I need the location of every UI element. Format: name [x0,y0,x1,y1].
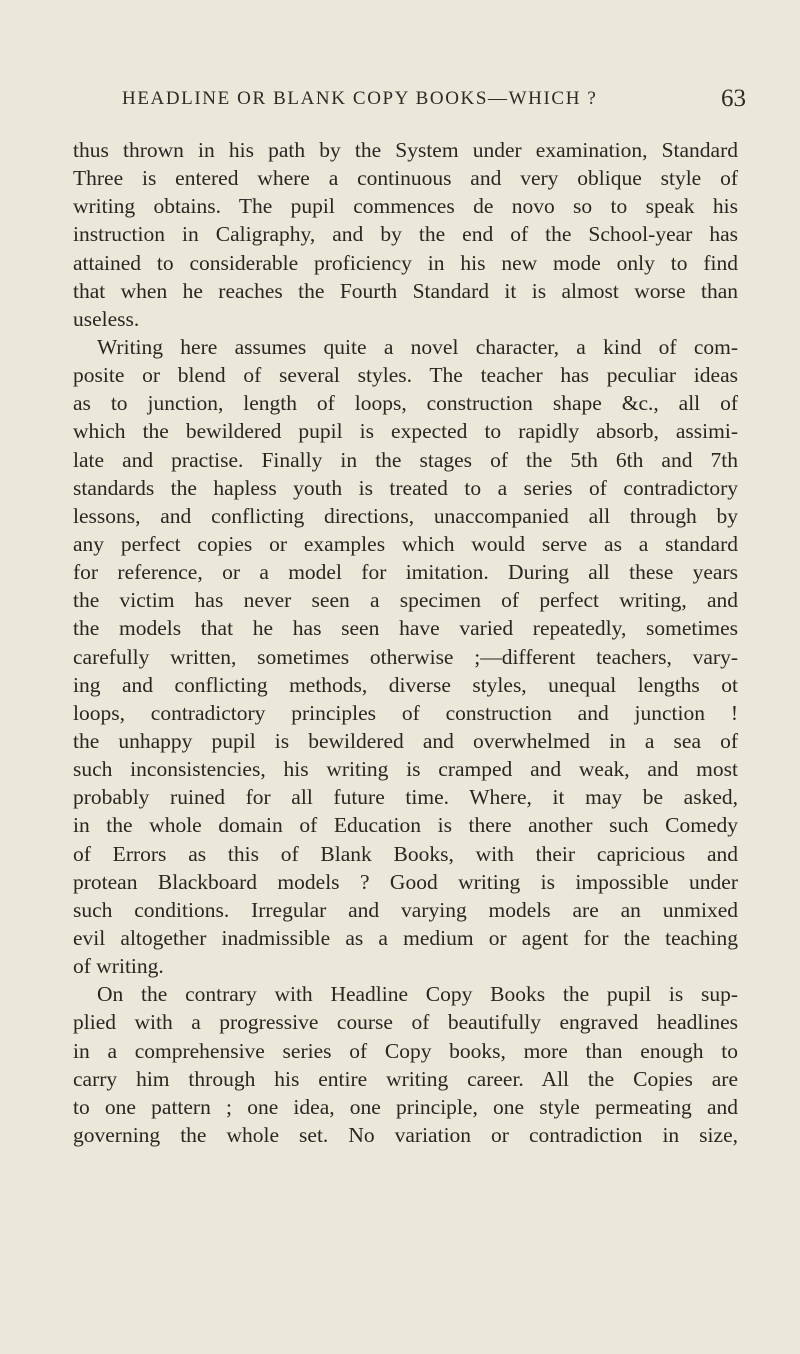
text-line: attained to considerable proficiency in his new mode only to find [73,250,738,275]
text-line: instruction in Caligraphy, and by the end of the School-year has [73,222,738,247]
text-line: posite or blend of several styles. The teacher has peculiar ideas [73,363,738,388]
text-line: thus thrown in his path by the System under examination, Standard [73,138,738,162]
text-line: ing and conflicting methods, diverse styles, unequal lengths ot [73,672,738,697]
text-line: the unhappy pupil is bewildered and overwhelmed in a sea of [73,728,738,753]
text-line: any perfect copies or examples which would serve as a standard [73,531,738,556]
running-title: HEADLINE OR BLANK COPY BOOKS—WHICH ? [122,88,598,109]
text-line: of Errors as this of Blank Books, with their capricious and [73,841,738,866]
text-line: for reference, or a model for imitation. During all these years [73,560,738,585]
text-line: governing the whole set. No variation or contradiction in size, [73,1122,738,1147]
text-line: that when he reaches the Fourth Standard it is almost worse than [73,278,738,303]
text-line: protean Blackboard models ? Good writing is impossible under [73,869,738,894]
text-line: useless. [73,306,140,331]
running-header [122,85,746,124]
text-line: the victim has never seen a specimen of perfect writing, and [73,588,738,613]
text-line: writing obtains. The pupil commences de novo so to speak his [73,194,738,219]
text-line: of writing. [73,954,164,979]
text-line: Three is entered where a continuous and very oblique style of [73,166,738,191]
body-text [73,136,738,1149]
text-line: the models that he has seen have varied repeatedly, sometimes [73,616,738,641]
text-line: such conditions. Irregular and varying models are an unmixed [73,897,738,922]
text-line: as to junction, length of loops, construction shape &c., all of [73,391,738,416]
text-line: Writing here assumes quite a novel character, a kind of com- [97,334,738,359]
text-line: standards the hapless youth is treated to a series of contradictory [73,475,738,500]
text-line: such inconsistencies, his writing is cramped and weak, and most [73,757,738,782]
text-line: in the whole domain of Education is there another such Comedy [73,813,738,838]
text-line: lessons, and conflicting directions, unaccompanied all through by [73,503,738,528]
text-line: loops, contradictory principles of construction and junction ! [73,700,738,725]
text-line: carry him through his entire writing career. All the Copies are [73,1066,738,1091]
text-line: plied with a progressive course of beautifully engraved headlines [73,1010,738,1035]
text-line: which the bewildered pupil is expected to rapidly absorb, assimi- [73,419,738,444]
page-number: 63 [721,85,746,112]
text-line: late and practise. Finally in the stages of the 5th 6th and 7th [73,447,738,472]
text-line: probably ruined for all future time. Where, it may be asked, [73,785,738,810]
text-line: in a comprehensive series of Copy books, more than enough to [73,1038,738,1063]
text-line: On the contrary with Headline Copy Books the pupil is sup- [97,982,738,1007]
text-line: evil altogether inadmissible as a medium or agent for the teaching [73,925,738,950]
text-line: to one pattern ; one idea, one principle, one style permeating and [73,1094,738,1119]
text-line: carefully written, sometimes otherwise ;—different teachers, vary- [73,644,738,669]
